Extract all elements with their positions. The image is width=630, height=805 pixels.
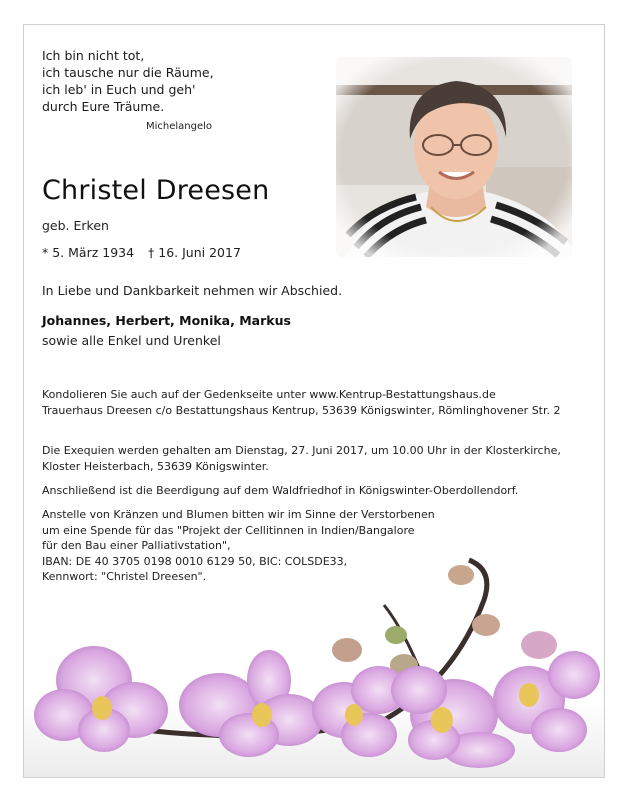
- obituary-card: [23, 24, 605, 778]
- condolence-info: [42, 387, 561, 418]
- orchid-illustration: [24, 530, 605, 778]
- poem: [42, 47, 214, 115]
- donation-line: IBAN: DE 40 3705 0198 0010 6129 50, BIC: COLSDE33,: [42, 554, 348, 568]
- family-others: sowie alle Enkel und Urenkel: [42, 333, 221, 348]
- burial-info: Anschließend ist die Beerdigung auf dem Waldfriedhof in Königswinter-Oberdollendorf.: [42, 484, 519, 497]
- portrait-illustration: [336, 57, 572, 257]
- poem-line: ich tausche nur die Räume,: [42, 65, 214, 80]
- condolence-line: Trauerhaus Dreesen c/o Bestattungshaus Kentrup, 53639 Königswinter, Römlinghovener Str. 2: [42, 403, 561, 417]
- poem-line: ich leb' in Euch und geh': [42, 82, 196, 97]
- poem-line: Ich bin nicht tot,: [42, 48, 145, 63]
- donation-line: für den Bau einer Palliativstation",: [42, 539, 231, 552]
- birth-name: geb. Erken: [42, 218, 109, 233]
- death-date: † 16. Juni 2017: [148, 245, 241, 260]
- service-line: Kloster Heisterbach, 53639 Königswinter.: [42, 459, 269, 473]
- donation-line: Kennwort: "Christel Dreesen".: [42, 570, 207, 583]
- deceased-name: Christel Dreesen: [42, 175, 270, 206]
- farewell-text: In Liebe und Dankbarkeit nehmen wir Abschied.: [42, 283, 343, 298]
- portrait-photo: [336, 57, 572, 257]
- donation-line: Anstelle von Kränzen und Blumen bitten wir im Sinne der Verstorbenen: [42, 508, 435, 521]
- family-names: Johannes, Herbert, Monika, Markus: [42, 313, 291, 328]
- service-line: Die Exequien werden gehalten am Dienstag, 27. Juni 2017, um 10.00 Uhr in der Klosterkirche,: [42, 444, 561, 457]
- birth-date: * 5. März 1934: [42, 245, 135, 260]
- life-dates: [42, 245, 241, 260]
- donation-line: um eine Spende für das "Projekt der Cellitinnen in Indien/Bangalore: [42, 523, 415, 537]
- poem-author: Michelangelo: [146, 121, 213, 132]
- poem-line: durch Eure Träume.: [42, 99, 165, 114]
- funeral-service-info: [42, 443, 561, 474]
- orchid-decoration: [24, 530, 605, 778]
- condolence-line: Kondolieren Sie auch auf der Gedenkseite unter www.Kentrup-Bestattungshaus.de: [42, 388, 496, 401]
